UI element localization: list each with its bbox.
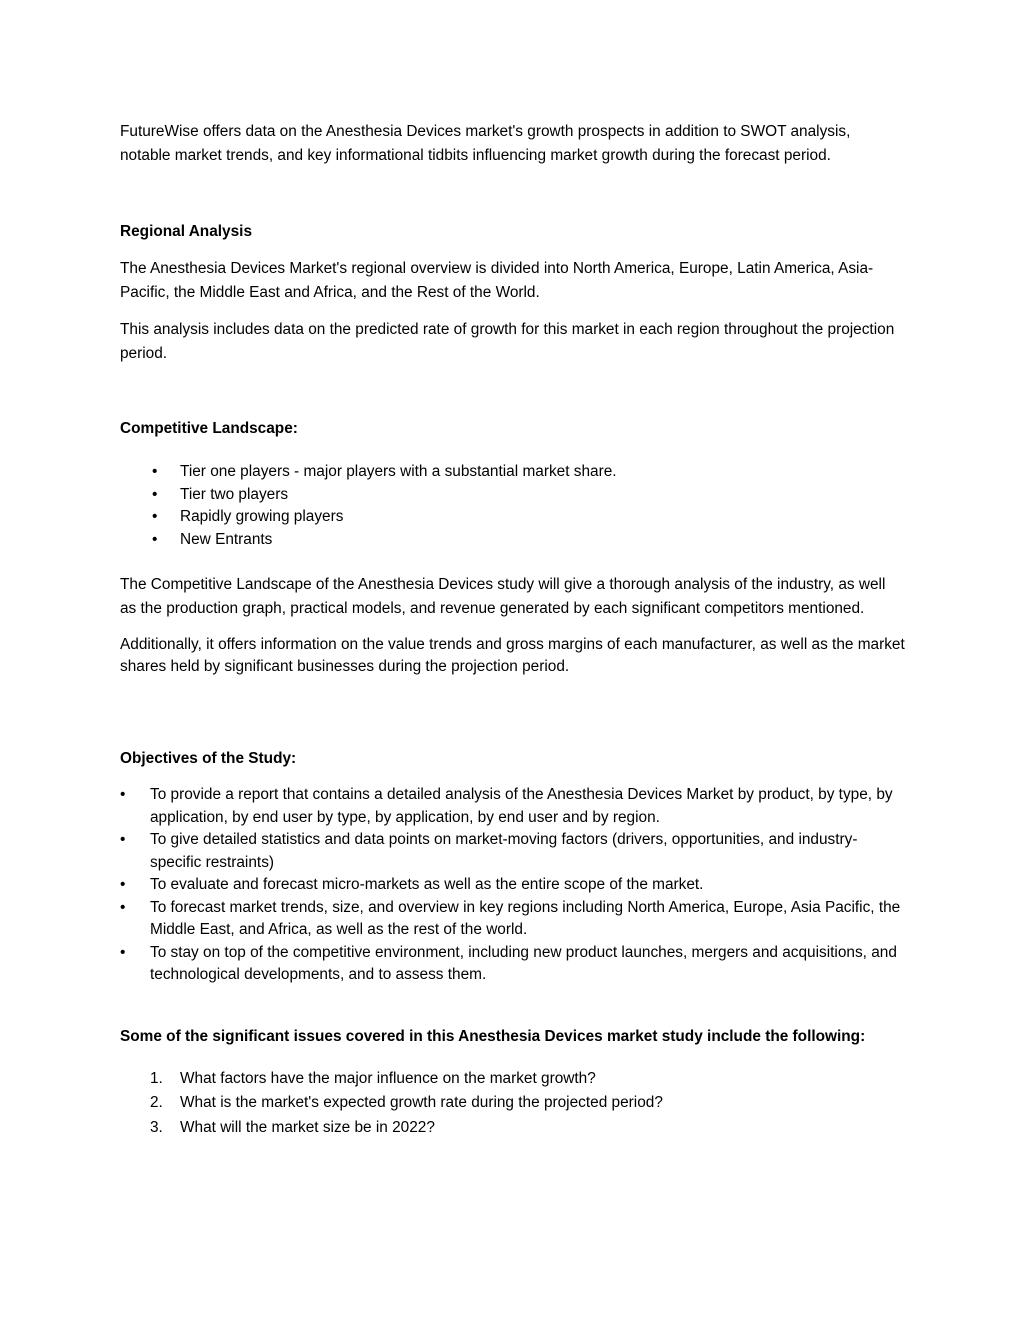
list-item: [120, 529, 905, 552]
list-item: [120, 484, 905, 507]
competitive-paragraph-1: The Competitive Landscape of the Anesthesia Devices study will give a thorough analysis of the industry, as well as the production graph, practical models, and revenue generated by each significant competitors mentioned.: [120, 576, 886, 617]
objectives-heading: Objectives of the Study:: [120, 750, 297, 767]
list-number: 1.: [150, 1069, 163, 1087]
list-item-text: Tier one players - major players with a substantial market share.: [180, 463, 617, 480]
list-item: [120, 942, 905, 987]
list-item: [120, 829, 905, 874]
list-item-text: Rapidly growing players: [180, 508, 344, 525]
document-body: [120, 120, 905, 1140]
competitive-landscape-heading: Competitive Landscape:: [120, 420, 298, 437]
objectives-list: [120, 784, 905, 987]
list-item-text: What factors have the major influence on the market growth?: [180, 1069, 596, 1087]
regional-paragraph-2: This analysis includes data on the predicted rate of growth for this market in each region throughout the projection period.: [120, 321, 895, 362]
intro-paragraph: FutureWise offers data on the Anesthesia Devices market's growth prospects in addition to SWOT analysis, notable market trends, and key informational tidbits influencing market growth during the forecast period.: [120, 123, 851, 164]
list-item-text: To provide a report that contains a detailed analysis of the Anesthesia Devices Market by product, by type, by application, by end user by type, by application, by end user and by region.: [150, 786, 893, 826]
list-item-text: New Entrants: [180, 530, 273, 548]
list-item: [120, 897, 905, 942]
bullet-icon: •: [152, 463, 158, 480]
list-item-text: To stay on top of the competitive environment, including new product launches, mergers and acquisitions, and technological developments, and to assess them.: [150, 943, 897, 983]
bullet-icon: •: [152, 485, 158, 503]
bullet-icon: •: [120, 943, 126, 961]
regional-analysis-heading: Regional Analysis: [120, 223, 252, 240]
bullet-icon: •: [120, 831, 126, 848]
regional-paragraph-1: The Anesthesia Devices Market's regional overview is divided into North America, Europe, Latin America, Asia-Pacific, the Middle East and Africa, and the Rest of the World.: [120, 260, 874, 301]
list-item: [120, 874, 905, 897]
list-item-text: Tier two players: [180, 485, 289, 503]
bullet-icon: •: [152, 530, 158, 548]
list-item-text: What will the market size be in 2022?: [180, 1118, 435, 1136]
list-item: [120, 1067, 905, 1092]
list-number: 2.: [150, 1094, 163, 1111]
issues-heading: Some of the significant issues covered in this Anesthesia Devices market study include the following:: [120, 1027, 866, 1045]
list-item: [120, 506, 905, 529]
list-item: [120, 784, 905, 829]
bullet-icon: •: [152, 508, 158, 525]
competitive-paragraph-2: Additionally, it offers information on the value trends and gross margins of each manufacturer, as well as the market shares held by significant businesses during the projection period.: [120, 636, 905, 675]
questions-list: [120, 1067, 905, 1141]
bullet-icon: •: [120, 876, 126, 893]
list-number: 3.: [150, 1118, 163, 1136]
list-item: [120, 461, 905, 484]
list-item-text: What is the market's expected growth rate during the projected period?: [180, 1094, 663, 1111]
list-item: [120, 1091, 905, 1116]
list-item-text: To forecast market trends, size, and overview in key regions including North America, Europe, Asia Pacific, the Middle East, and Africa, as well as the rest of the world.: [150, 898, 901, 938]
list-item-text: To give detailed statistics and data points on market-moving factors (drivers, opportunities, and industry-specific restraints): [150, 831, 858, 871]
list-item: [120, 1116, 905, 1141]
bullet-icon: •: [120, 786, 126, 803]
list-item-text: To evaluate and forecast micro-markets as well as the entire scope of the market.: [150, 876, 704, 893]
tier-list: [120, 461, 905, 551]
bullet-icon: •: [120, 898, 126, 916]
